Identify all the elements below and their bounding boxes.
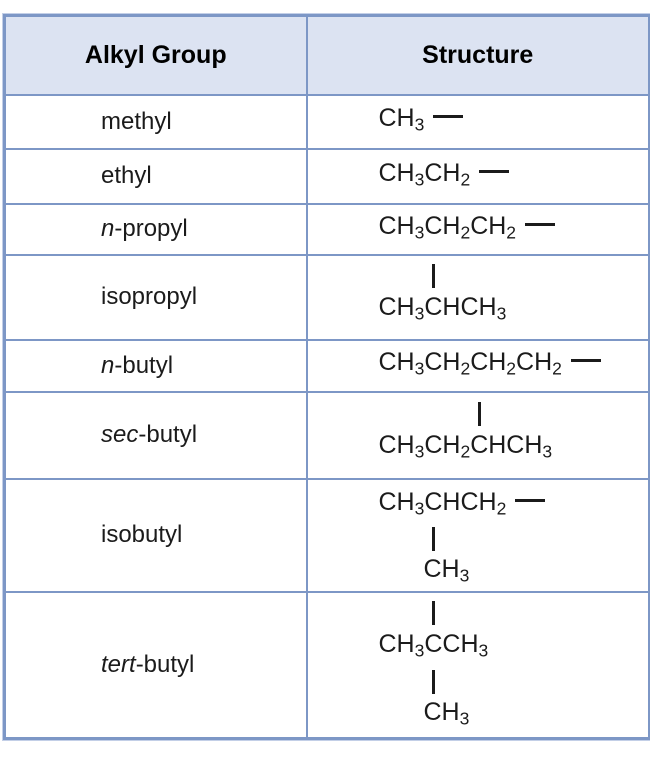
structure-cell bbox=[307, 204, 650, 255]
branch-methyl-group bbox=[379, 552, 546, 586]
formula-segment: CH bbox=[470, 211, 507, 240]
formula-subscript: 3 bbox=[459, 565, 470, 586]
formula-segment: CH bbox=[378, 158, 415, 187]
formula-segment: CH bbox=[442, 630, 479, 659]
formula-segment: CH bbox=[516, 348, 553, 377]
alkyl-group-name: n-butyl bbox=[101, 351, 174, 379]
alkyl-group-name-italic-prefix: n bbox=[101, 351, 115, 379]
alkyl-group-name: ethyl bbox=[101, 162, 152, 189]
structure-formula bbox=[379, 289, 507, 332]
alkyl-group-cell bbox=[5, 479, 307, 592]
formula-subscript: 3 bbox=[542, 441, 553, 462]
formula-subscript: 3 bbox=[414, 303, 425, 324]
formula-segment: CH bbox=[423, 698, 460, 727]
bond-above-row bbox=[379, 401, 553, 427]
structure-cell bbox=[307, 340, 650, 392]
formula-subscript: 2 bbox=[460, 169, 471, 190]
alkyl-group-cell bbox=[5, 255, 307, 340]
table-row bbox=[5, 149, 650, 204]
chemical-structure bbox=[379, 155, 510, 198]
formula-subscript: 2 bbox=[460, 358, 471, 379]
formula-segment: CH bbox=[378, 430, 415, 459]
vertical-bond-line bbox=[432, 670, 435, 694]
table-row bbox=[5, 255, 650, 340]
structure-formula bbox=[379, 427, 553, 470]
structure-formula bbox=[379, 626, 489, 669]
bond-above-row bbox=[379, 600, 489, 626]
bond-below-row bbox=[379, 669, 489, 695]
formula-subscript: 2 bbox=[506, 222, 517, 243]
alkyl-group-cell bbox=[5, 340, 307, 392]
chemical-structure bbox=[379, 600, 489, 729]
formula-subscript: 3 bbox=[496, 303, 507, 324]
formula-segment: CH bbox=[424, 430, 461, 459]
vertical-bond-line bbox=[432, 601, 435, 625]
chemical-structure bbox=[379, 401, 553, 470]
alkyl-group-name: tert-butyl bbox=[101, 650, 195, 678]
table-row bbox=[5, 592, 650, 739]
formula-subscript: 3 bbox=[414, 114, 425, 135]
alkyl-groups-table bbox=[3, 14, 650, 740]
vertical-bond-line bbox=[432, 527, 435, 551]
branch-methyl-group bbox=[379, 695, 489, 729]
formula-subscript: 3 bbox=[414, 358, 425, 379]
alkyl-group-name: isopropyl bbox=[101, 283, 198, 310]
alkyl-group-name-italic-prefix: tert bbox=[101, 650, 136, 678]
formula-subscript: 3 bbox=[414, 641, 425, 662]
formula-subscript: 3 bbox=[414, 498, 425, 519]
table-row bbox=[5, 340, 650, 392]
formula-segment: CH bbox=[424, 211, 461, 240]
formula-segment: CH bbox=[378, 292, 415, 321]
alkyl-group-cell bbox=[5, 392, 307, 479]
alkyl-group-cell bbox=[5, 204, 307, 255]
open-bond-dash bbox=[433, 115, 463, 118]
alkyl-group-cell bbox=[5, 95, 307, 149]
formula-segment: CH bbox=[378, 104, 415, 133]
formula-subscript: 3 bbox=[459, 708, 470, 729]
formula-segment: C bbox=[424, 292, 443, 321]
structure-cell bbox=[307, 479, 650, 592]
alkyl-group-name: sec-butyl bbox=[101, 421, 198, 448]
chemical-structure bbox=[379, 484, 546, 587]
alkyl-group-name: isobutyl bbox=[101, 521, 183, 548]
formula-subscript: 3 bbox=[414, 169, 425, 190]
formula-segment: C bbox=[424, 487, 443, 516]
bond-above-row bbox=[379, 263, 507, 289]
formula-subscript: 3 bbox=[414, 222, 425, 243]
alkyl-groups-table-container bbox=[3, 14, 650, 740]
open-bond-dash bbox=[571, 359, 601, 362]
structure-cell bbox=[307, 255, 650, 340]
formula-segment: CH bbox=[424, 348, 461, 377]
table-row bbox=[5, 95, 650, 149]
formula-segment: CH bbox=[378, 630, 415, 659]
alkyl-group-name-italic-prefix: sec bbox=[101, 421, 139, 448]
chemical-structure bbox=[379, 263, 507, 332]
structure-formula bbox=[379, 208, 556, 251]
formula-subscript: 2 bbox=[496, 498, 507, 519]
column-header-structure: Structure bbox=[307, 16, 650, 95]
structure-formula bbox=[379, 484, 546, 527]
formula-segment: C bbox=[470, 430, 489, 459]
table-row bbox=[5, 392, 650, 479]
formula-subscript: 2 bbox=[506, 358, 517, 379]
table-row bbox=[5, 204, 650, 255]
vertical-bond-line bbox=[478, 402, 481, 426]
alkyl-group-cell bbox=[5, 592, 307, 739]
formula-segment: HCH bbox=[488, 430, 543, 459]
formula-subscript: 2 bbox=[460, 441, 471, 462]
open-bond-dash bbox=[479, 170, 509, 173]
structure-cell bbox=[307, 592, 650, 739]
structure-formula bbox=[379, 100, 464, 143]
formula-segment: CH bbox=[378, 211, 415, 240]
formula-subscript: 3 bbox=[414, 441, 425, 462]
chemical-structure bbox=[379, 100, 464, 143]
alkyl-group-name: n-propyl bbox=[101, 215, 188, 242]
open-bond-dash bbox=[525, 223, 555, 226]
table-row bbox=[5, 479, 650, 592]
structure-cell bbox=[307, 392, 650, 479]
chemical-structure bbox=[379, 208, 556, 251]
alkyl-group-name: methyl bbox=[101, 107, 172, 135]
structure-cell bbox=[307, 149, 650, 204]
formula-subscript: 3 bbox=[478, 641, 489, 662]
formula-subscript: 2 bbox=[552, 358, 562, 379]
formula-subscript: 2 bbox=[460, 222, 471, 243]
formula-segment: CH bbox=[470, 348, 507, 377]
formula-segment: CH bbox=[424, 158, 461, 187]
formula-segment: HCH bbox=[442, 292, 497, 321]
formula-segment: CH bbox=[378, 487, 415, 516]
column-header-alkyl-group: Alkyl Group bbox=[5, 16, 307, 95]
formula-segment: HCH bbox=[442, 487, 497, 516]
structure-formula bbox=[379, 344, 601, 387]
structure-cell bbox=[307, 95, 650, 149]
alkyl-group-cell bbox=[5, 149, 307, 204]
structure-formula bbox=[379, 155, 510, 198]
chemical-structure bbox=[379, 344, 601, 387]
formula-segment: CH bbox=[423, 555, 460, 584]
open-bond-dash bbox=[515, 499, 545, 502]
vertical-bond-line bbox=[432, 264, 435, 288]
formula-segment: C bbox=[424, 630, 443, 659]
alkyl-group-name-italic-prefix: n bbox=[101, 215, 115, 242]
header-row bbox=[5, 16, 650, 95]
formula-segment: CH bbox=[378, 348, 415, 377]
bond-below-row bbox=[379, 526, 546, 552]
